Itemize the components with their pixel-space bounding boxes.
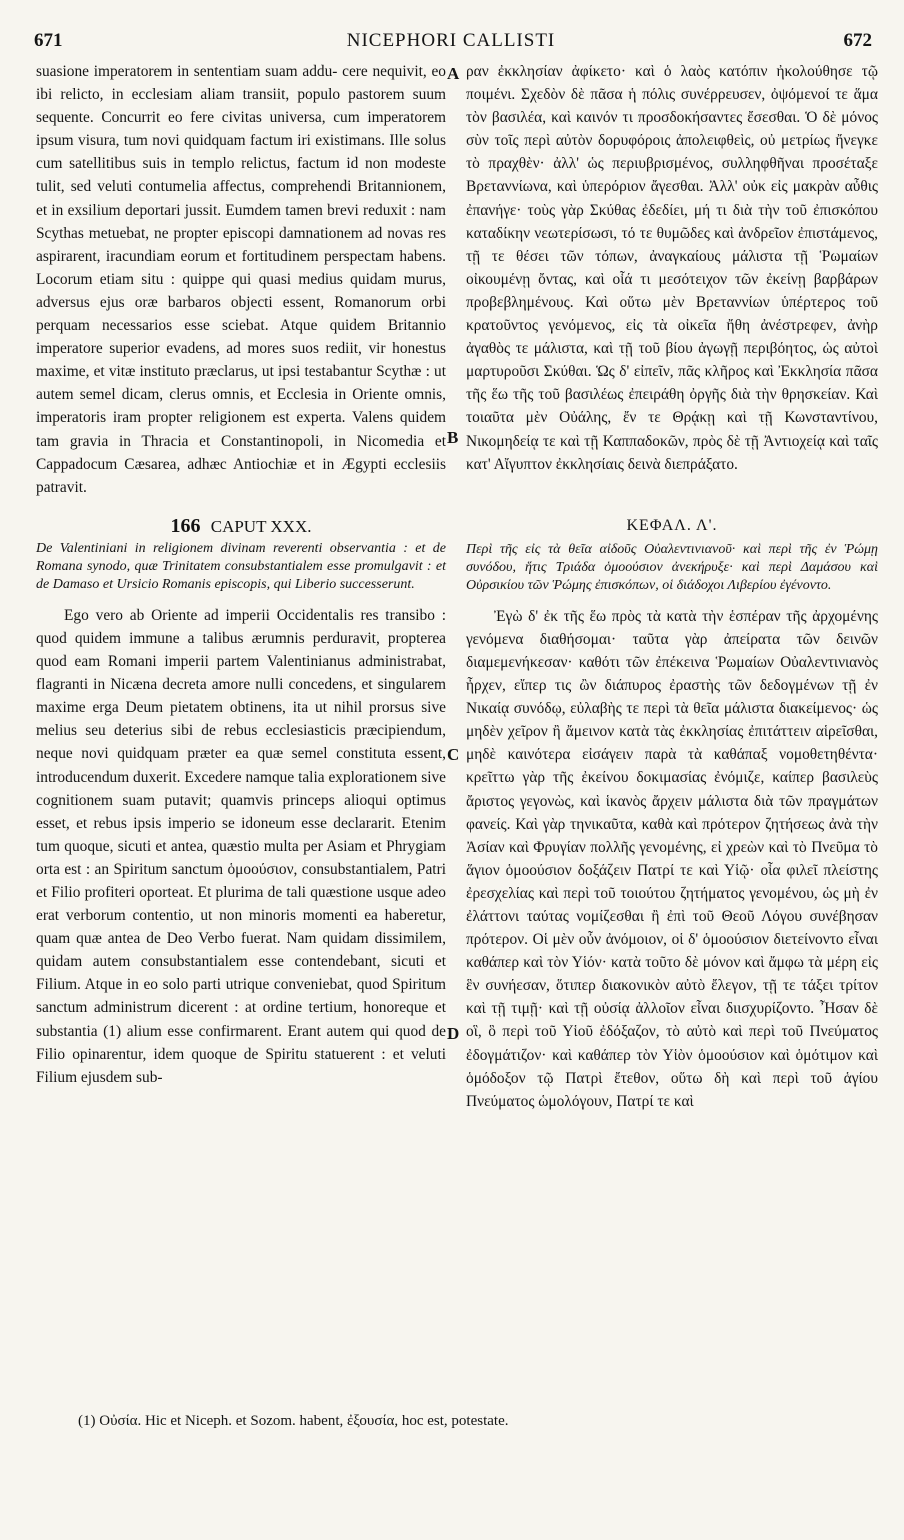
margin-marker-a: A	[447, 64, 460, 83]
latin-column	[36, 60, 446, 1089]
margin-marker-d: D	[447, 1024, 460, 1043]
latin-chapter-heading	[36, 515, 446, 538]
footnote: (1) Οὐσία. Hic et Niceph. et Sozom. habent, ἐξουσία, hoc est, potestate.	[78, 1413, 509, 1429]
page-number-left: 671	[34, 30, 63, 51]
latin-chapter-summary: De Valentiniani in religionem divinam reverenti observantia : et de Romana synodo, quæ Trinitatem consubstantialem esse promulgavit : et de Damaso et Ursicio Romanis episcopis, qui Liberio successerunt.	[36, 540, 446, 592]
greek-chapter-text: Ἐγὼ δ' ἐκ τῆς ἕω πρὸς τὰ κατὰ τὴν ἑσπέραν τῆς ἀρχομένης γενόμενα διαθήσομαι· ταῦτα γὰρ ἀπείρατα τῶν δεινῶν διαμεμενήκεσαν· καθότι τῶν ἐπέκεινα Ῥωμαίων Οὐαλεντινιανὸς ἦρχεν, εἴπερ τις ὢν διάπυρος ἐραστὴς τῶν δεδογμένων τῇ ἐν Νικαίᾳ συνόδῳ, εὐλαβὴς τε περὶ τὰ θεῖα μάλιστα διακείμενος· ὡς μηδὲν χεῖρον ἢ ἄμεινον κατὰ τὰς ἐκκλησίας ἐπιτάττειν αἱρεῖσθαι, μηδὲ καινότερα εἰσάγειν παρὰ τὰ καθάπαξ νομοθετηθέντα· κρεῖττω γὰρ τῆς ἐκείνου δοκιμασίας ἐνόμιζε, καίπερ βασιλεὺς ἄριστος γεγονὼς, καὶ ἱκανὸς ἄρχειν μάλιστα διὰ τῶν πραγμάτων φανείς. Καὶ γὰρ τηνικαῦτα, καθὰ καὶ πρότερον ζητήσεως ἀνὰ τὴν Ἀσίαν καὶ Φρυγίαν πολλῆς γενομένης, εἰ χρεὼν καὶ τὸ Πνεῦμα τὸ ἅγιον ὁμοούσιον δοξάζειν Πατρί τε καὶ Υἱῷ· οἷα φιλεῖ πλείστης ἐρεσχελίας καὶ περὶ τοῦ τοιούτου ζητήματος γενομένου, ὡς μὴ ἐν ἐλάττονι ταύτας νομίζεσθαι ἢ ἐπὶ τοῦ Θεοῦ Λόγου συνέβησαν πρότερον. Οἱ μὲν οὖν ἀνόμοιον, οἱ δ' ὁμοούσιον διετείνοντο εἶναι καθάπερ καὶ τὸν Υἱόν· κατὰ τοῦτο δὲ μόνον καὶ ἄμφω τὰ μέρη εἰς ἓν συνήεσαν, ὅτιπερ διακονικὸν αὐτὸ ἔλεγον, τῇ τε τάξει τρίτον καὶ τῇ τιμῇ· καὶ τῇ οὐσίᾳ ἀλλοῖον εἶναι διισχυρίζοντο. Ἦσαν δὲ οἳ, ὃ περὶ τοῦ Υἱοῦ ἐδόξαζον, τὸ αὐτὸ καὶ περὶ τοῦ Πνεύματος ἐδογμάτιζον· καὶ καθάπερ τὸν Υἱὸν ὁμοούσιον καὶ ὁμότιμον καὶ ὁμόδοξον τῷ Πατρὶ ἔτεθον, οὕτω δὴ καὶ περὶ τοῦ ἁγίου Πνεύματος ὡμολόγουν, Πατρί τε καὶ	[466, 607, 878, 1110]
latin-chapter-title: CAPUT XXX.	[210, 516, 312, 536]
greek-chapter-summary: Περὶ τῆς εἰς τὰ θεῖα αἰδοῦς Οὐαλεντινιανοῦ· καὶ περὶ τῆς ἐν Ῥώμῃ συνόδου, ἥτις Τριάδα ὁμοούσιον ἀνεκήρυξε· καὶ περὶ Δαμάσου καὶ Οὐρσικίου τῶν Ῥώμης ἐπισκόπων, οἱ διάδοχοι Λιβερίου ἐγένοντο.	[466, 541, 878, 593]
margin-marker-b: B	[447, 428, 459, 447]
greek-column	[466, 60, 878, 1113]
greek-chapter-title: ΚΕΦΑΛ. Λ'.	[626, 516, 718, 534]
greek-top-text: ραν ἐκκλησίαν ἀφίκετο· καὶ ὁ λαὸς κατόπιν ἠκολούθησε τῷ ποιμένι. Σχεδὸν δὲ πᾶσα ἡ πόλις συνέρρευσεν, ὀψόμενοί τε ἅμα τὸν βασιλέα, καὶ καινόν τι προσδοκήσαντες ἔσεσθαι. Ὁ δὲ μόνος σὺν τοῖς περὶ αὐτὸν δορυφόροις ἀπολειφθεὶς, οὐ μετρίως ἤνεγκε τὸ πραχθὲν· ἀλλ' ὡς περιυβρισμένος, συλληφθῆναι προσέταξε Βρεταννίωνα, καὶ ὑπερόριον ἄγεσθαι. Ἀλλ' οὐκ εἰς μακρὰν αὖθις ἐπανήγε· τοὺς γὰρ Σκύθας ἐδεδίει, μή τι διὰ τὴν τοῦ ἐπισκόπου καταδίκην νεωτερίσωσι, τό τε θυμῶδες καὶ ἀνδρεῖον ἐπιστάμενος, τῇ τε θέσει τῶν τόπων, ἀναγκαίους μάλιστα τῇ Ῥωμαίων οἰκουμένῃ ὄντας, καὶ οἷά τι μεσότειχον τῶν ἐκείνῃ βαρβάρων προβεβλημένους. Καὶ οὕτω μὲν Βρεταννίων ὑπέρτερος τοῦ κρατοῦντος γενόμενος, εἰς τὰ οἰκεῖα ἤθη ἀνέστρεφεν, ἀνὴρ ἀγαθὸς τε μάλιστα, καὶ τῇ τοῦ βίου ἀγωγῇ περιβόητος, ὡς αὐτοὶ μαρτυροῦσι Σκύθαι. Ὡς δ' εἰπεῖν, πᾶς κλῆρος καὶ Ἐκκλησία πᾶσα τῆς ἕω τῆς τοῦ βασιλέως ἐπειράθη ὀργῆς διὰ τὴν θρησκείαν. Καὶ τοιαῦτα μὲν Οὐάλης, ἔν τε Θρᾴκῃ καὶ τῇ Κωνσταντίνου, Νικομηδείᾳ τε καὶ τῇ Καππαδοκῶν, πρὸς δὲ τῇ Ἀντιοχείᾳ καὶ ταῖς κατ' Αἴγυπτον ἐκκλησίαις δεινὰ διεπράξατο.	[466, 63, 878, 473]
latin-chapter-text: Ego vero ab Oriente ad imperii Occidentalis res transibo : quod quidem immune a talibus ærumnis perduravit, propterea quod eam Romani imperii partem Valentinianus administrabat, flagranti in Nicæna decreta amore nulli concedens, et singularem maxime erga Deum pietatem obtinens, ita ut nihil prorsus sive melius seu deterius sibi de rebus ecclesiasticis præcipiendum, neque novi quidquam præter ea quæ semel constituta essent, introducendum duxerit. Excedere namque talia explorationem sive cognitionem suam putavit; quamvis princeps alioqui optimus esset, et rebus ipsis imperio se idoneum esse declararit. Etenim tum quoque, sicuti et antea, quæstio multa per Asiam et Phrygiam orta est : an Spiritum sanctum ὁμοούσιον, consubstantialem, Patri et Filio profiteri oporteat. Et plurima de tali quæstione usque adeo erat verborum contentio, ut non minoris momenti ea haberetur, quam quæ antea de Deo Verbo fuerat. Nam quidam dissimilem, quidam autem consubstantialem esse contendebant, sicuti et Filium. Atque in eo solo parti utrique conveniebat, quod Spiritum sanctum administrum dicerent : at ordine tertium, honoreque et substantia (1) alium esse confirmarent. Erant autem qui quod de Filio opinarentur, idem quoque de Spiritu statuerent : et veluti Filium ejusdem sub-	[36, 606, 446, 1086]
page-header	[30, 30, 872, 58]
page-number-right: 672	[843, 30, 872, 51]
running-title: NICEPHORI CALLISTI	[346, 30, 556, 51]
latin-top-text: suasione imperatorem in sententiam suam addu- cere nequivit, eo ibi relicto, in ecclesiam aliam transiit, populo pastorem suum sequente. Concurrit eo fere civitas universa, cum imperatorem ipsum visura, tum novi quidquam factum iri existimans. Ille solus cum satellitibus suis in templo relictus, factum id non modeste tulit, sed veluti contumelia affectus, comprehendi Britannionem, et in exsilium deportari jussit. Eumdem tamen brevi reduxit : nam Scythas metuebat, ne propter episcopi damnationem ad novas res aspirarent, iracundiam eorum et fortitudinem perspectam habens. Locorum etiam situ : quippe qui quasi medius quidam murus, adversus ejus oræ barbaros objecti essent, Romanorum orbi perquam necessarios esse sciebat. Atque quidem Britannio imperatore superior evadens, ad mores suos rediit, vir honestus maxime, et vitæ instituto præclarus, ut ipsi testabantur Scythæ : ut autem semel dicam, clerus omnis, et Ecclesia in Oriente omnis, imperatoris iram propter religionem est experta. Valens quidem tam gravia in Thracia et Constantinopoli, in Nicomedia et Cappadocum Cæsarea, adhæc Antiochiæ et in Ægypti ecclesiis patravit.	[36, 63, 446, 496]
chapter-number: 166	[170, 514, 201, 537]
margin-marker-c: C	[447, 745, 460, 764]
